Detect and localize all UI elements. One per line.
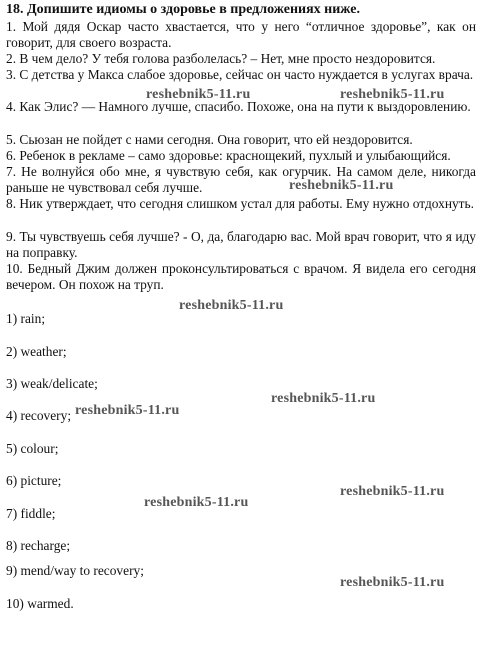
sentence-10: 10. Бедный Джим должен проконсультироваться с врачом. Я видела его сегодня вечером. Он похож на труп. xyxy=(6,261,476,292)
watermark-text: reshebnik5-11.ru xyxy=(179,298,284,313)
sentence-7: 7. Не волнуйся обо мне, я чувствую себя, как огурчик. На самом деле, никогда раньше не чувствовал себя лучше. xyxy=(6,164,476,195)
sentence-9: 9. Ты чувствуешь себя лучше? - О, да, благодарю вас. Мой врач говорит, что я иду на поправку. xyxy=(6,229,476,260)
watermark-text: reshebnik5-11.ru xyxy=(289,178,394,193)
watermark-text: reshebnik5-11.ru xyxy=(340,575,445,590)
watermark-text: reshebnik5-11.ru xyxy=(75,403,180,418)
answer-6: 6) picture; xyxy=(6,473,62,488)
sentence-1: 1. Мой дядя Оскар часто хвастается, что у него “отличное здоровье”, как он говорит, для своего возраста. xyxy=(6,19,476,50)
watermark-text: reshebnik5-11.ru xyxy=(340,484,445,499)
watermark-text: reshebnik5-11.ru xyxy=(271,391,376,406)
exercise-heading: 18. Допишите идиомы о здоровье в предложениях ниже. xyxy=(6,2,360,17)
sentence-6: 6. Ребенок в рекламе – само здоровье: краснощекий, пухлый и улыбающийся. xyxy=(6,148,451,163)
sentence-5: 5. Сьюзан не пойдет с нами сегодня. Она говорит, что ей нездоровится. xyxy=(6,132,413,147)
answer-1: 1) rain; xyxy=(6,311,46,326)
sentence-3: 3. С детства у Макса слабое здоровье, сейчас он часто нуждается в услугах врача. xyxy=(6,67,474,82)
answer-7: 7) fiddle; xyxy=(6,506,56,521)
answer-2: 2) weather; xyxy=(6,344,67,359)
answer-9: 9) mend/way to recovery; xyxy=(6,563,144,578)
watermark-text: reshebnik5-11.ru xyxy=(144,495,249,510)
answer-10: 10) warmed. xyxy=(6,596,74,611)
sentence-8: 8. Ник утверждает, что сегодня слишком устал для работы. Ему нужно отдохнуть. xyxy=(6,196,474,211)
answer-8: 8) recharge; xyxy=(6,538,71,553)
sentence-4: 4. Как Элис? — Намного лучше, спасибо. Похоже, она на пути к выздоровлению. xyxy=(6,99,471,114)
answer-5: 5) colour; xyxy=(6,441,59,456)
answer-3: 3) weak/delicate; xyxy=(6,376,98,391)
watermark-text: reshebnik5-11.ru xyxy=(340,87,445,102)
answer-4: 4) recovery; xyxy=(6,408,72,423)
watermark-text: reshebnik5-11.ru xyxy=(146,87,251,102)
sentence-2: 2. В чем дело? У тебя голова разболелась? – Нет, мне просто нездоровится. xyxy=(6,51,436,66)
